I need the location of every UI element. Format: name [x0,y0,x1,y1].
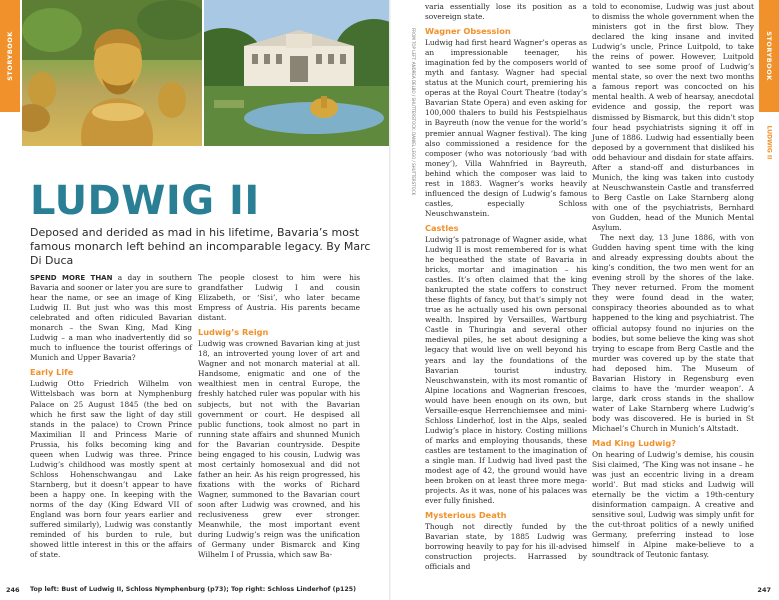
heading-mysterious-death: Mysterious Death [425,510,507,521]
photo-bust-of-ludwig [22,0,202,146]
intro-text: a day in southern Bavaria and sooner or later you are sure to hear the name, or see an image of King Ludwig II. But just who was this most celebrated and often ridiculed Bavarian monarch – the Swan King, Mad King Ludwig – a man who inadvertently did so much to influence the tourist offerings of Munich and Upper Bavaria? [30,273,192,363]
paragraph-early-life: Ludwig Otto Friedrich Wilhelm von Wittelsbach was born at Nymphenburg Palace on 25 August 1845 (the bed on which he first saw the light of day still stands in the palace) to Crown Prince Maximilian II and Princess Marie of Prussia, his folks becoming king and queen when Ludwig was three. Prince Ludwig’s childhood was mostly spent at Schloss Hohenschwangau and Lake Starnberg, but it doesn’t appear to have been a happy one. In keeping with the norms of the day (King Edward VII of England was born four years earlier and suffered similarly), Ludwig was constantly reminded of his burden to rule, but showed little interest in this or the affairs of state. [30,379,192,560]
heading-castles: Castles [425,222,459,233]
heading-mad-king: Mad King Ludwig? [592,438,676,449]
page-gutter [389,0,391,600]
section-tab-ludwig-label: LUDWIG II [765,125,773,159]
storybook-tab-right-label: STORYBOOK [765,31,774,81]
heading-ludwigs-reign: Ludwig’s Reign [198,327,269,338]
text-column-2 [198,273,360,560]
section-tab-ludwig [759,112,779,172]
paragraph-family: The people closest to him were his grandfather Ludwig I and cousin Elizabeth, or ‘Sisi’, who later became Empress of Austria. His parents became distant. [198,273,360,323]
paragraph-death: Though not directly funded by the Bavarian state, by 1885 Ludwig was borrowing heavily to pay for his ill-advised construction projects. Harrassed by officials and [425,522,587,572]
paragraph-continued: varia essentially lose its position as a sovereign state. [425,2,587,22]
bust-illustration [22,0,202,146]
lead-in: SPEND MORE THAN [30,274,113,282]
intro-paragraph [30,273,192,363]
heading-early-life: Early Life [30,367,74,378]
article-title: LUDWIG II [30,178,260,224]
paragraph-castles: Ludwig’s patronage of Wagner aside, what Ludwig II is most remembered for is what he bequeathed the state of Bavaria in bricks, mortar and imagination – his castles. It’s often claimed that the king bankrupted the state coffers to construct these flights of fancy, but that’s simply not true as he actually used his own personal wealth. Inspired by Versailles, Wartburg Castle in Thuringia and several other medieval piles, he set about designing a legacy that would live on well beyond his years and lay the foundations of the Bavarian tourist industry. Neuschwanstein, with its most romantic of Alpine locations and Wagnerian frescoes, would have been enough on its own, but Versaille-esque Herrenchiemsee and mini-Schloss Linderhof, lost in the Alps, sealed Ludwig’s place in history. Costing millions of marks and employing thousands, these castles are testament to the imagination of a single man. If Ludwig had lived past the modest age of 42, the ground would have been broken on at least three more mega-projects. As it was, none of his palaces was ever fully finished. [425,234,587,506]
photo-schloss-linderhof [204,0,390,146]
paragraph-reign: Ludwig was crowned Bavarian king at just 18, an introverted young lover of art and Wagner and not monarch material at all. Handsome, enigmatic and one of the wealthiest men in central Europe, the freshly hatched ruler was popular with his subjects, but not with the Bavarian government or court. He despised all public functions, took almost no part in running state affairs and shunned Munich for the Bavarian countryside. Despite being engaged to his cousin, Ludwig was most certainly homosexual and did not father an heir. As his reign progressed, his fixations with the works of Richard Wagner, summoned to the Bavarian court soon after Ludwig was crowned, and his reclusiveness grew ever stronger. Meanwhile, the most important event during Ludwig’s reign was the unification of Germany under Bismarck and King Wilhelm I of Prussia, which saw Ba- [198,339,360,560]
heading-wagner-obsession: Wagner Obsession [425,26,511,37]
text-column-4 [592,2,754,561]
page-number-left: 246 [6,586,20,594]
photo-credit-text: FROM TOP LEFT: ANDREA DELBO / SHUTTERSTOCK; DANIEL LEGO / SHUTTERSTOCK [411,28,416,196]
paragraph-mad-king: On hearing of Ludwig’s demise, his cousin Sisi claimed, ‘The King was not insane – he was just an eccentric living in a dream world’. But mad sticks and Ludwig will eternally be the victim a 19th-century disinformation campaign. A creative and sensitive soul, Ludwig was simply unfit for the cut-throat politics of a newly unified Germany, preferring instead to lose himself in Alpine make-believe to a soundtrack of Teutonic fantasy. [592,450,754,560]
photo-caption: Top left: Bust of Ludwig II, Schloss Nymphenburg (p73); Top right: Schloss Linderhof (p125) [30,586,357,593]
text-column-1 [30,273,192,560]
storybook-tab-left-label: STORYBOOK [6,31,15,81]
castle-illustration [204,0,390,146]
text-column-3 [425,2,587,572]
page-number-right: 247 [757,586,771,594]
paragraph-next-day: The next day, 13 June 1886, with von Gudden having spent time with the king and already expressing doubts about the king’s condition, the two men went for an evening stroll by the shores of the lake. They never returned. From the moment they were found dead in the water, conspiracy theories abounded as to what happened to the king and psychiatrist. The official autopsy found no injuries on the bodies, but some believe the king was shot trying to escape from Berg Castle and the murder was covered up by the state that had deposed him. The Museum of Bavarian History in Regensburg even claims to have the ‘murder weapon’. A large, dark cross stands in the shallow water of Lake Starnberg where Ludwig’s body was discovered. He is buried in St Michael’s Church in Munich’s Altstadt. [592,233,754,433]
article-dek: Deposed and derided as mad in his lifetime, Bavaria’s most famous monarch left behind an incomparable legacy. By Marc Di Duca [30,226,371,267]
storybook-tab-right [759,0,779,112]
paragraph-wagner: Ludwig had first heard Wagner’s operas as an impressionable teenager, his imagination fed by the composers world of myth and fantasy. Wagner had special status at the Munich court, premiering his operas at the Royal Court Theatre (today’s Bavarian State Opera) and even asking for 100,000 thalers to build his Festspielhaus in Bayreuth (now the venue for the world’s premier annual Wagner festival). The king also commissioned a residence for the composer (who was notoriously ‘bad with money’), Villa Wahnfried in Bayreuth, behind which the composer was laid to rest in 1883. Wagner’s works heavily influenced the design of Ludwig’s famous castles, especially Schloss Neuschwanstein. [425,38,587,218]
paragraph-deposed: told to economise, Ludwig was just about to dismiss the whole government when the ministers got in the first blow. They declared the king insane and invited Ludwig’s uncle, Prince Luitpold, to take the reins of power. However, Luitpold wanted to see some proof of Ludwig’s mental state, so over the next two months a famous report was concocted on his mental health. A web of hearsay, anecdotal evidence and gossip, the report was dismissed by Bismarck, but this didn’t stop four head psychiatrists signing it off in June of 1886. Ludwig had essentially been deposed by a government that disliked his odd behaviour and disdain for state affairs. After a stand-off and disturbances in Munich, the king was taken into custody at Neuschwanstein Castle and transferred to Berg Castle on Lake Starnberg along with one of the psychiatrists, Bernhard von Gudden, head of the Munich Mental Asylum. [592,2,754,233]
photo-credit [410,28,418,258]
storybook-tab-left [0,0,20,112]
